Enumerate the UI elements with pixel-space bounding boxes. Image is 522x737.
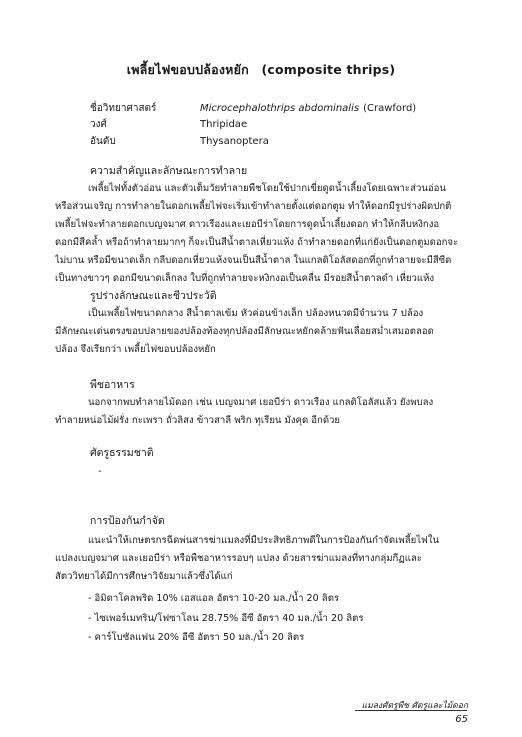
paragraph-line: หรือส่วนเจริญ การทำลายในดอกเพลี้ยไฟจะเริ่มเข้าทำลายตั้งแต่ดอกตูม ทำให้ดอกมีรูปร่างผิดปกติ (55, 201, 452, 212)
paragraph-line: ไม่บาน หรือมีขนาดเล็ก กลีบดอกเหี่ยวแห้งจนเป็นสีน้ำตาล ในแกลดิโอลัสดอกที่ถูกทำลายจะมีสีซีด (55, 255, 452, 266)
page-title (0, 60, 522, 80)
scientific-name: Microcephalothrips abdominalis (200, 102, 360, 114)
section-heading-morphology: รูปร่างลักษณะและชีวประวัติ (90, 290, 217, 302)
footer-divider (355, 710, 467, 711)
paragraph-line: แปลงเบญจมาศ และเยอบีร่า หรือพืชอาหารรอบๆ แปลง ด้วยสารฆ่าแมลงที่ทางกลุ่มกีฏและ (55, 553, 422, 564)
list-item: - อิมิดาโคลพริด 10% เอสแอล อัตรา 10-20 มล./น้ำ 20 ลิตร (88, 593, 340, 604)
paragraph-importance (55, 180, 470, 288)
page-number: 65 (455, 714, 468, 725)
paragraph-line: แนะนำให้เกษตรกรฉีดพ่นสารฆ่าแมลงที่มีประสิทธิภาพดีในการป้องกันกำจัดเพลี้ยไฟใน (88, 535, 440, 546)
paragraph-line: เพลี้ยไฟทั้งตัวอ่อน และตัวเต็มวัยทำลายพืชโดยใช้ปากเขี่ยดูดน้ำเลี้ยงโดยเฉพาะส่วนอ่อน (88, 183, 446, 194)
title-english: (composite thrips) (261, 62, 396, 77)
paragraph-line: เพลี้ยไฟจะทำลายดอกเบญจมาศ ดาวเรืองและเยอบีร่าโดยการดูดน้ำเลี้ยงดอก ทำให้กลีบหงิกงอ (55, 219, 440, 230)
paragraph-line: ปล้อง จึงเรียกว่า เพลี้ยไฟขอบปล้องหยัก (55, 344, 216, 355)
paragraph-control (55, 532, 470, 586)
paragraph-line: มีลักษณะเด่นตรงขอบปลายของปล้องท้องทุกปล้องมีลักษณะหยักคล้ายฟันเลื่อยสม่ำเสมอตลอด (55, 326, 434, 337)
section-heading-enemies: ศัตรูธรรมชาติ (90, 447, 154, 459)
list-item: - คาร์โบซัลแฟน 20% อีซี อัตรา 50 มล./น้ำ 20 ลิตร (88, 632, 305, 643)
taxonomy-row (90, 100, 416, 117)
family-name: Thripidae (200, 119, 248, 131)
order-name: Thysanoptera (200, 135, 269, 147)
taxonomy-label: วงศ์ (90, 119, 107, 131)
scientific-author: (Crawford) (363, 102, 417, 114)
paragraph-line: สัตววิทยาได้มีการศึกษาวิจัยมาแล้วซึ่งได้แก่ (55, 571, 233, 582)
section-heading-importance: ความสำคัญและลักษณะการทำลาย (90, 165, 248, 177)
taxonomy-row (90, 133, 416, 150)
taxonomy-table (90, 100, 416, 150)
taxonomy-label: ชื่อวิทยาศาสตร์ (90, 102, 157, 114)
footer-book-title: แมลงศัตรูพืช ศัตรูและไม้ดอก (361, 701, 468, 711)
enemies-value: - (98, 466, 102, 477)
section-heading-hosts: พืชอาหาร (90, 379, 135, 391)
section-heading-control: การป้องกันกำจัด (90, 515, 165, 527)
control-list (88, 589, 364, 648)
taxonomy-row (90, 117, 416, 134)
paragraph-line: ทำลายหน่อไม้ฝรั่ง กะเพรา ถั่วลิสง ข้าวสาลี พริก ทุเรียน มังคุด อีกด้วย (55, 415, 341, 426)
paragraph-morphology (55, 305, 470, 359)
paragraph-line: นอกจากพบทำลายไม้ดอก เช่น เบญจมาศ เยอบีร่า ดาวเรือง แกลดิโอลัสแล้ว ยังพบลง (88, 397, 434, 408)
taxonomy-label: อันดับ (90, 135, 116, 147)
paragraph-hosts (55, 394, 470, 430)
list-item: - ไซเพอร์เมทริน/โฟซาโลน 28.75% อีซี อัตรา 40 มล./น้ำ 20 ลิตร (88, 612, 364, 624)
paragraph-line: เป็นทางขาวๆ ดอกมีขนาดเล็กลง ใบที่ถูกทำลายจะหงิกงอเป็นคลื่น มีรอยสีน้ำตาลดำ เหี่ยวแห้ง (55, 273, 435, 284)
paragraph-line: เป็นเพลี้ยไฟขนาดกลาง สีน้ำตาลเข้ม หัวค่อนข้างเล็ก ปล้องหนวดมีจำนวน 7 ปล้อง (88, 308, 424, 319)
paragraph-line: ดอกมีสีคล้ำ หรือถ้าทำลายมากๆ ก็จะเป็นสีน้ำตาลเหี่ยวแห้ง ถ้าทำลายดอกที่แก่ยังเป็นดอกตูมดอกจะ (55, 237, 459, 248)
title-thai: เพลี้ยไฟขอบปล้องหยัก (126, 62, 249, 77)
